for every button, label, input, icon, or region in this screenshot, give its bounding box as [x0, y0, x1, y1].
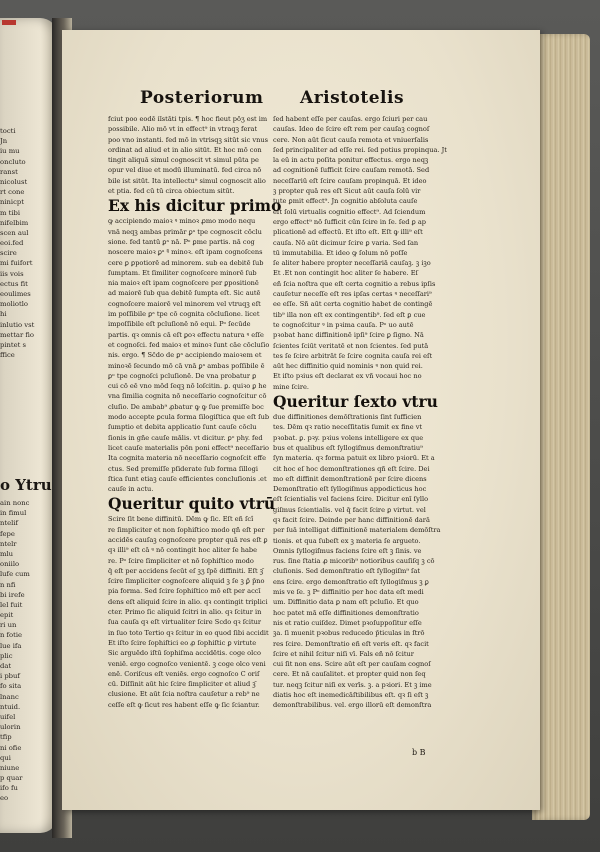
text-line: cere. Non aūt ſicut cauſa remota et vniuerſalis: [273, 135, 429, 144]
text-line: tur. neqꝫ ſcitur niſi ex verīs. ꝫ. a pꝛiori. Et ꝫ ime: [273, 680, 432, 689]
text-line: veniē. ergo cognoſco venientē. ꝫ coge olco veni: [108, 659, 266, 668]
facing-text-line: scen aul: [0, 228, 29, 237]
running-head-left: Posteriorum: [140, 88, 264, 108]
text-line: tib⁹ illa non eſt ex contingentib⁹. ſed eſt ꝑ cue: [273, 310, 426, 319]
facing-page-heading: o Ytru: [0, 476, 52, 494]
text-line: vnā neqꝫ ambas primār ꝑᵃ tpe cognoscit cōclu: [108, 227, 262, 236]
facing-text-line: qui: [0, 753, 11, 762]
facing-text-line: tfip: [0, 733, 12, 742]
text-line: cauſa. Nō aūt dicimur ſcire ꝑ varia. Sed ſan: [273, 238, 419, 247]
text-line: ſe aliter habere propter neceſſariā cauſaꝫ. ꝫ iꝫo: [273, 259, 431, 268]
text-line: im poſſibile ꝑᵃ tpe cō cognita cōcluſione. licet: [108, 310, 260, 319]
text-line: ctus. Sed premiſſe pſiderate ſub forma ſillogi: [108, 464, 258, 473]
text-line: ſcire et nihil ſcitur niſi vī. Fals eñ nō ſcitur: [273, 649, 414, 658]
text-line: bus et qualibus eſt ſyllogiſmus demonſtratiu⁹: [273, 443, 423, 452]
facing-text-line: fo sita: [0, 682, 22, 691]
text-line: qꝛ illi⁹ eſt cā ꝰ nō contingit hoc aliter ſe habe: [108, 546, 258, 555]
text-line: cere ꝑ ꝑpotiorē ad minorem. sub ea debitē ſub: [108, 258, 264, 267]
text-line: poo vno instanti. fed mō in vtrisqꝫ sitūt sic vnus: [108, 135, 268, 144]
text-line: giſmus ſcientialis. vel q̄ facit ſcire ꝑ virtut. vel: [273, 505, 426, 514]
text-line: ꝑᵒ tpe cognoſci pcluſionē. De vna probatur ꝑ: [108, 371, 257, 380]
text-line: ſtica ſunt etiaꝫ cauſe efficientes concluſionis .et: [108, 474, 267, 483]
facing-text-line: dat: [0, 662, 12, 670]
facing-text-line: fepe: [0, 529, 15, 538]
facing-text-line: mi fuifort: [0, 259, 33, 268]
text-line: ens ſcire. ergo demonſtratio eſt ſyllogiſmus ꝫ ꝑ: [273, 577, 429, 586]
facing-text-line: niune: [0, 763, 20, 772]
text-line: qꝛ facit ſcire. Deinde per hanc diffinitionē darā: [273, 515, 430, 524]
text-line: ergo effect⁹ nō ſufficit cūn ſcire in ſe. ſed ꝑ ap: [273, 217, 427, 226]
text-line: ſed habent eſſe per cauſas. ergo ſciuri per cau: [273, 115, 428, 123]
text-line: opur vel diue et modū illuminatū. fed circa nō: [108, 166, 262, 175]
text-line: la eū in actu poſita ponitur effectus. ergo neqꝫ: [273, 156, 429, 165]
text-column-right: [273, 114, 447, 711]
text-line: tes. Dēm qꝛ ratio neceſſitatis ſumit ex fine vt: [273, 423, 423, 432]
text-line: um. Diffinitio data ꝑ nam eſt pcluſio. Et quo: [273, 598, 419, 607]
text-line: clusione. Et aūt ſcia noſtra cauſetur a reb⁹ ne: [108, 690, 260, 699]
text-line: impoſſibile eſt pcluſionē nō equi. Pᵒ ſecūde: [108, 320, 251, 329]
text-line: ſumptam. Et ſimiliter cognoſcere minorē ſub: [108, 268, 257, 277]
text-line: nis. ergo. ¶ Sc̄do de ꝑᵃ accipiendo maioꝛem et: [108, 351, 262, 360]
text-line: tes ſe ſcire arbitrāt ſe ſcire cognita cauſa rei eſt: [273, 351, 433, 360]
facing-text-line: bi irefe: [0, 590, 25, 599]
facing-text-line: ranst: [0, 167, 18, 176]
facing-text-line: ffice: [0, 351, 15, 360]
text-line: due diffinitiones demōſtrationis ſint ſufficien: [273, 413, 422, 422]
text-line: ee eſſe. Sñ aūt certa cognitio habet de contingē: [273, 300, 433, 309]
text-line: cui ſit non ens. Scire aūt eſt per cauſam cognoſ: [273, 660, 431, 669]
text-line: et cognoſci. fed maioꝛ et minoꝛ ſunt cāe cōcluſio: [108, 340, 270, 349]
facing-text-line: ninicpt: [0, 198, 24, 207]
facing-text-line: m tibi: [0, 208, 21, 217]
text-line: sione. fed tantū ꝑᵃ nā. Pᵒ ꝑme partis. nā cog: [108, 237, 255, 246]
facing-text-line: ifo fu: [0, 784, 18, 793]
text-line: plicationē ad effectū. Et iſto eſt. Eſt ꝙ illi⁹ eſt: [273, 228, 423, 237]
facing-text-line: uifel: [0, 712, 16, 721]
text-line: noscere maioꝛ ꝑᵃ ꝰ̄ minoꝛ. eſt ipam cognoſcens: [108, 248, 263, 257]
text-line: hoc patet mā eſſe diffinitiones demonſtratio: [273, 608, 419, 617]
text-line: q̄ eſt per accidens ſecūt eſ ꝫʒ ſpē diffiniti. Eſt ꝫ̄: [108, 566, 264, 575]
facing-text-line: Jn: [0, 137, 8, 146]
facing-text-line: i pbuf: [0, 672, 20, 681]
text-line: fciut poo eodē iīstāti tpis. ¶ hoc fieut pōʒ est im: [108, 115, 268, 123]
facing-page-left: [0, 18, 58, 833]
facing-text-line: rt cone: [0, 188, 25, 197]
text-line: et ptia. fed cū tū circa obiectum sitūt.: [108, 187, 235, 196]
text-line: cauſe in actu.: [108, 485, 154, 494]
text-line: ſed principaliter ad eſſe rei. ſed potius propinqua. Jt: [273, 145, 447, 154]
facing-text-line: lue ifa: [0, 641, 22, 650]
facing-text-line: nicolust: [0, 177, 28, 186]
facing-text-line: scire: [0, 249, 17, 258]
facing-text-line: n fotie: [0, 631, 23, 640]
book-fore-edge: [532, 34, 590, 820]
text-line: possibile. Alio mō vt in effect⁹ in vtraqꝫ ferat: [108, 125, 258, 134]
text-line: ſcire ſimpliciter cognoſcere aliquid ꝫ ſe ꝫ ꝑ̄ p̄no: [108, 577, 265, 586]
text-line: ſionis in gñe cauſe mālis. vt dicitur. ꝑᵒ phy. fed: [108, 433, 263, 442]
facing-text-line: ectus fit: [0, 279, 28, 288]
facing-text-line: p quar: [0, 774, 23, 783]
text-line: dens eſt aliquid ſcire in alio. qꝛ contingit triplici: [108, 597, 268, 606]
facing-text-line: lufe cum: [0, 570, 30, 579]
text-line: cluſionis. Sed demonſtratio eſt ſyllogiſm⁹ ſat: [273, 567, 421, 576]
text-line: demonſtrabilibus. vel. ergo illorū eſt demonſtra: [273, 701, 432, 710]
facing-text-line: ntelr: [0, 539, 17, 548]
section-heading: Queritur ſexto vtru: [273, 392, 438, 412]
text-line: mo eſt diffinit demonſtrationē per ſcire dicens: [273, 474, 427, 483]
facing-text-line: oncluto: [0, 157, 26, 166]
facing-text-line: ntuid.: [0, 702, 21, 711]
text-line: Demonſtratio eſt ſyllogiſmus appodicticus hoc: [273, 485, 427, 494]
text-line: cluſio. De ambab⁹ ꝓbatur ꝙ ꝙ ſue premiſſe boc: [108, 402, 264, 411]
text-line: pꝛobat. ꝑ. pꝛy. pꝛius volens intelligere ex que: [273, 433, 424, 442]
text-line: ordinat ad aliud et in alio sitūt. Et hoc mō con: [108, 145, 262, 154]
text-line: pia forma. Sed ſcire ſophiſtico mō eſt per accī: [108, 587, 261, 596]
text-line: vna ſimilia cognita nō neceſſario cognoſcitur cō: [108, 392, 267, 401]
facing-text-line: ri un: [0, 621, 17, 630]
text-line: nia maioꝛ eſt ipam cognoſcere per ꝑpositionē: [108, 279, 259, 288]
text-line: per ſuā intelligat diffinitionē materialem demōſtra: [273, 526, 441, 535]
facing-text-line: plic: [0, 651, 13, 660]
facing-text-line: n nfi: [0, 580, 16, 589]
signature-mark: b B: [412, 748, 426, 757]
facing-text-line: epit: [0, 611, 14, 620]
text-line: Scire ſit bene diffinitū. Dēm ꝙ ſic. Eſt eñ ſci̇̄: [108, 515, 254, 524]
facing-text-line: ntelif: [0, 519, 18, 528]
text-line: mis ve ſe. ꝫ Pᵒ diffinitio per hoc data eſt medi: [273, 588, 424, 597]
facing-text-line: iis vois: [0, 269, 24, 278]
text-line: tute ꝑmit effect⁹. Jn cognitio abſoluta cauſe: [273, 197, 418, 206]
facing-text-line: oniilo: [0, 560, 20, 569]
facing-text-line: ulorin: [0, 723, 21, 732]
text-line: cū. Diſſinit aūt hic ſcire ſimpliciter et aliud ꝫ̄: [108, 680, 256, 689]
facing-text-line: ni ofie: [0, 743, 22, 752]
text-line: enē. Coriſcus eſt veniēs. ergo cognoſco C oriſ: [108, 669, 260, 678]
facing-text-line: lnanc: [0, 692, 19, 701]
text-line: licet cauſe materialis pōn poni effect⁹ neceſſario: [108, 443, 270, 452]
facing-text-line: nifelbim: [0, 218, 29, 227]
text-line: ſua cauſa qꝛ eſt virtualiter ſcire Scdo qꝛ ſcitur: [108, 618, 262, 627]
text-line: partis. qꝛ omnis cā eſt ꝑoꝛ effectu natura ꝰ eſſe: [108, 330, 264, 339]
facing-page-text-bottom: [0, 498, 56, 804]
text-line: cui cō eē vno mōd ſeqꝫ nō loſcitin. ꝑ. quiꝛo ꝑ he: [108, 382, 267, 391]
text-line: Et iſto ſcire ſophiſtici eo ꝓ ſophiſtic ꝑ virtute: [108, 638, 257, 647]
text-line: aūt hec diffinitio quid nominis ꝰ non quid rei.: [273, 362, 423, 371]
text-line: eſt ſcientialis vel faciens ſcire. Dicitur enī ſyllo: [273, 495, 429, 504]
text-line: neceſſariū eſt ſcire cauſam propinquā. Et ideo: [273, 176, 427, 185]
text-line: te cognoſcitur ꝰ in pꝛima cauſa. Pᵒ uo autē: [273, 320, 414, 329]
text-line: eñ ſcia noſtra que eſt certa cognitio a rebus ipſis: [273, 279, 436, 288]
text-line: ꝫa. ſi muenit pꝛobus reducedo p̄ticulas in ſtrō: [273, 629, 425, 638]
facing-text-line: eo: [0, 794, 9, 803]
text-line: tū immutabilia. Et ideo ꝙ ſolum nō poſſe: [273, 248, 408, 257]
text-line: re ſimpliciter et non ſophiſtico modo qñ eſt per: [108, 525, 265, 534]
text-line: ſcientes ſciūt veritatē et non ſcientes. ſed putā: [273, 341, 429, 350]
text-line: diatis hoc eſt inemedicāſtibilibus eſt. qꝛ ſi eſt ꝫ: [273, 691, 429, 700]
text-line: ad cognitionē ſufficit ſcire cauſam remotā. Sed: [273, 166, 430, 175]
text-line: cauſetur neceſſe eſt res ipſas certas ꝰ neceſſari⁹: [273, 290, 432, 299]
facing-page-text-top: [0, 126, 56, 360]
text-line: Et iſto pꝛius eſt declarat ex vñ vocaui hoc no: [273, 372, 422, 381]
scan-color-marker: [2, 20, 16, 25]
text-line: cognoſcere maiorē vel minorem vel vtruqꝫ eſt: [108, 299, 261, 308]
text-line: re. Pᵒ ſcire ſimpliciter et nō ſophiſtico modo: [108, 556, 254, 565]
facing-text-line: moliotlo: [0, 300, 28, 309]
text-line: rus. ſine ſtatia ꝓ micorib⁹ notioribus cauſiſq ꝫ cō: [273, 557, 435, 566]
facing-text-line: lel fuit: [0, 600, 23, 609]
text-line: Et .Et non contingit hoc aliter ſe habere. Eſ: [273, 269, 418, 278]
text-line: eſt ſolū virtualis cognitio effect⁹. Ad ſciendum: [273, 207, 426, 216]
facing-text-line: hi: [0, 310, 7, 319]
text-line: pꝛobat hanc diffinitionē ipſi⁹ ſcire ꝑ ſigno. Nā: [273, 331, 424, 340]
facing-text-line: ain nonc: [0, 499, 30, 507]
facing-text-line: pintet s: [0, 340, 27, 349]
text-line: ad maiorē ſub qua debitē ſumpta eſt. Sic autē: [108, 289, 261, 298]
text-line: cauſas. Ideo de ſcire eſt rem per cauſaꝫ cognoſ: [273, 125, 430, 134]
facing-text-line: mettar fio: [0, 330, 35, 339]
text-line: nis et ratio cuiſdez. Dimet pꝛoſuppoſitur eſſe: [273, 618, 422, 627]
text-line: in ſuo toto Tertio qꝛ ſcitur in eo quod ſibi accidit: [108, 628, 269, 637]
running-head-right: Aristotelis: [300, 88, 405, 108]
text-line: ꝙ accipiendo maioꝛ ꝰ minoꝛ ꝓmo modo nequ: [108, 217, 256, 226]
facing-text-line: in fimul: [0, 509, 27, 518]
text-line: minoꝛē ſecundo mō cā vnā ꝑᵃ ambas poſſibile ē: [108, 361, 265, 370]
text-line: tionis. et qua ſubeſt ex ꝫ materia ſe argueto.: [273, 536, 421, 545]
text-line: Sic arguēdo iſtū ſophiſma accidētis. coge olco: [108, 649, 261, 658]
section-heading: Ex his dicitur primo: [108, 196, 282, 216]
text-line: res ſcire. Demonſtratio eñ eſt veris eſt. qꝛ facit: [273, 639, 429, 648]
text-column-left: [108, 114, 282, 710]
text-line: bile ist sitūt. Ita intellectu⁹ simul cognoscit alio: [108, 176, 266, 185]
text-line: accidēs cauſaꝫ cognoſcere propter quā res eſt ꝑ: [108, 535, 268, 544]
text-line: cit hoc eſ hoc demonſtrationes qñ eſt ſcire. Dei: [273, 464, 430, 473]
facing-text-line: tocti: [0, 127, 16, 135]
text-line: Ita cognita materia nō neceſſario cognoſcit effe: [108, 454, 266, 463]
facing-text-line: iu mu: [0, 147, 20, 156]
section-heading: Queritur quito vtrū: [108, 494, 276, 514]
text-line: mine ſcire.: [273, 382, 309, 391]
text-line: modo accepte ꝑcula forma ſilogiſtica que eſt ſub: [108, 413, 270, 422]
facing-text-line: eoi.fed: [0, 239, 24, 248]
text-line: ſyn materia. qꝛ forma patuit ex libro pꝛiorū. Et a: [273, 454, 435, 463]
text-line: Omnis ſyllogiſmus faciens ſcire eſt ꝫ ſinis. ve: [273, 546, 422, 555]
facing-text-line: mlu: [0, 549, 13, 558]
text-line: ceſſe eſt ꝙ ſicut res habent eſſe ꝙ ſic ſciantur.: [108, 700, 260, 709]
text-line: ſumptio et debita applicatio ſunt cauſe cōclu: [108, 423, 257, 432]
text-line: cere. Et nā cauſalitet. et propter quid non ſeq: [273, 670, 426, 679]
facing-text-line: inlutio vst: [0, 320, 35, 329]
text-line: cter. Primo ſic aliquid ſcitri in alio. qꝛ ſcitur in: [108, 608, 262, 617]
text-line: tingit aliquā simul cognoscit vt simul pūta pe: [108, 156, 259, 165]
facing-text-line: eoulimes: [0, 290, 31, 298]
text-line: ꝫ propter quā res eſt Sicut aūt cauſa ſolū vir: [273, 187, 421, 196]
